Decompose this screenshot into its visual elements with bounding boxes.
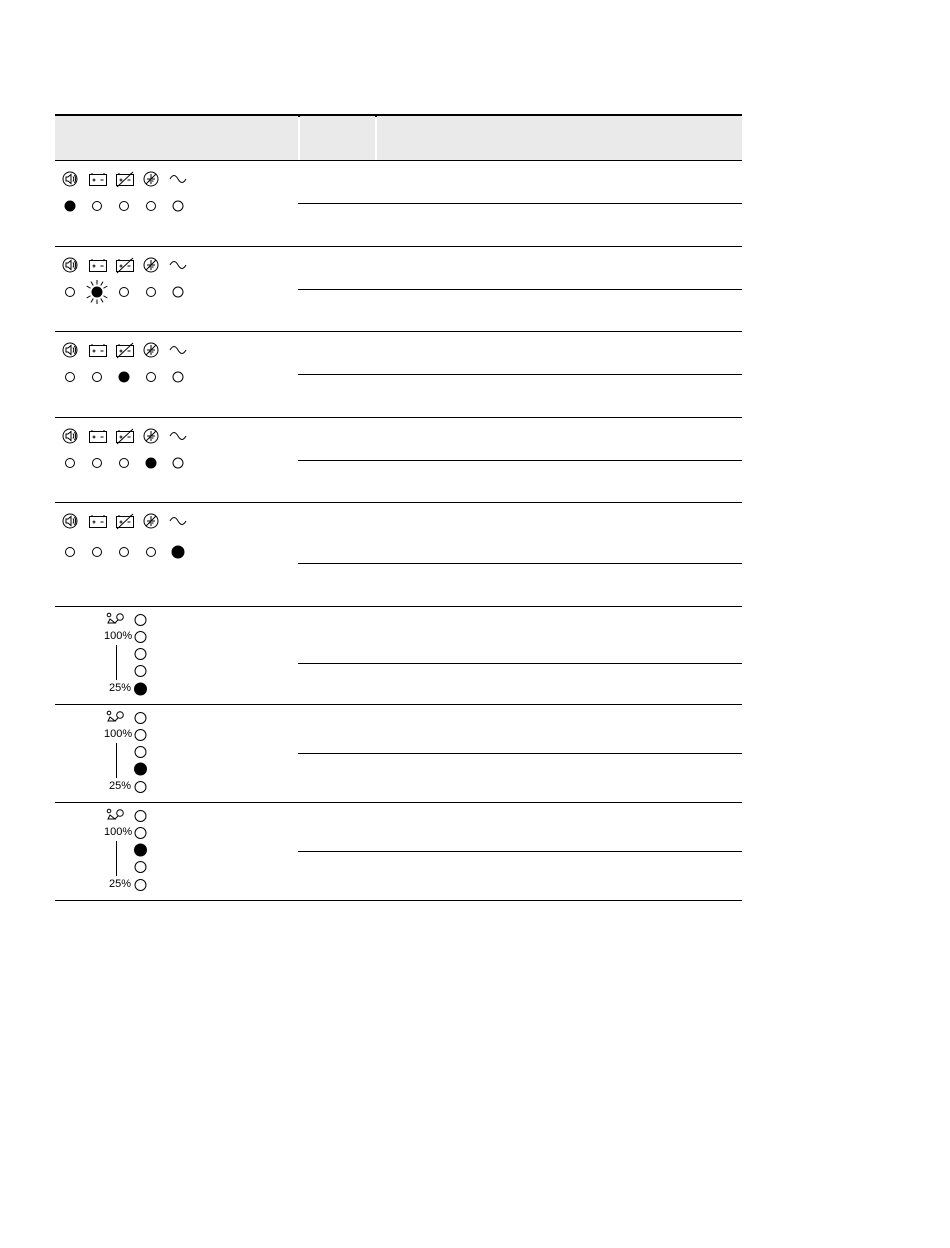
load-level-indicator	[100, 607, 160, 703]
alarm-row	[55, 247, 255, 317]
subrow-rule	[298, 289, 742, 290]
level-led-off	[135, 615, 146, 626]
battery-icon	[90, 344, 107, 357]
ac-wave-icon	[170, 518, 186, 525]
table-bottom-rule	[55, 900, 742, 901]
led-off	[66, 373, 75, 382]
led-on	[172, 546, 184, 558]
level-led-off	[135, 862, 146, 873]
subrow-rule	[298, 851, 742, 852]
led-on	[92, 287, 102, 297]
level-label-25: 25%	[109, 878, 132, 890]
led-off	[173, 372, 183, 382]
battery-fault-icon	[117, 172, 134, 187]
led-off	[173, 201, 183, 211]
led-off	[66, 288, 75, 297]
subrow-rule	[298, 374, 742, 375]
led-on	[119, 372, 129, 382]
led-off	[147, 373, 156, 382]
level-led-off	[135, 828, 146, 839]
led-off	[93, 548, 102, 557]
level-led-off	[135, 632, 146, 643]
battery-fault-icon	[117, 429, 134, 444]
alarm-silence-icon	[63, 343, 77, 357]
led-off	[66, 548, 75, 557]
subrow-rule	[298, 663, 742, 664]
ground-fault-icon	[144, 172, 158, 186]
alarm-silence-icon	[63, 429, 77, 443]
led-off	[66, 459, 75, 468]
battery-icon	[90, 259, 107, 272]
alarm-row	[55, 503, 255, 573]
alarm-silence-icon	[63, 514, 77, 528]
alarm-silence-icon	[63, 172, 77, 186]
subrow-rule	[298, 563, 742, 564]
load-icon	[107, 711, 123, 721]
led-off	[120, 459, 129, 468]
load-level-indicator	[100, 803, 160, 899]
header-cell-description	[377, 116, 742, 160]
led-on	[146, 458, 156, 468]
led-off	[93, 373, 102, 382]
ac-wave-icon	[170, 262, 186, 269]
alarm-row	[55, 332, 255, 402]
subrow-rule	[298, 460, 742, 461]
level-led-on	[135, 683, 147, 695]
level-led-on	[135, 844, 147, 856]
alarm-silence-icon	[63, 258, 77, 272]
led-on	[65, 201, 75, 211]
ground-fault-icon	[144, 343, 158, 357]
led-off	[93, 459, 102, 468]
led-off	[120, 548, 129, 557]
load-icon	[107, 613, 123, 623]
led-off	[93, 202, 102, 211]
led-off	[173, 287, 183, 297]
level-led-on	[135, 763, 147, 775]
level-led-off	[135, 730, 146, 741]
header-cell-status	[300, 116, 375, 160]
ac-wave-icon	[170, 176, 186, 183]
level-label-25: 25%	[109, 780, 132, 792]
level-led-off	[135, 782, 146, 793]
ac-wave-icon	[170, 347, 186, 354]
ground-fault-icon	[144, 514, 158, 528]
subrow-rule	[298, 753, 742, 754]
level-led-off	[135, 747, 146, 758]
battery-fault-icon	[117, 258, 134, 273]
ground-fault-icon	[144, 258, 158, 272]
battery-icon	[90, 515, 107, 528]
level-label-25: 25%	[109, 682, 132, 694]
alarm-row	[55, 418, 255, 488]
level-led-off	[135, 880, 146, 891]
battery-icon	[90, 430, 107, 443]
battery-fault-icon	[117, 343, 134, 358]
led-off	[147, 548, 156, 557]
battery-icon	[90, 173, 107, 186]
table-header	[55, 116, 742, 160]
led-off	[147, 202, 156, 211]
alarm-row	[55, 161, 255, 231]
level-label-100: 100%	[104, 826, 133, 838]
led-off	[120, 288, 129, 297]
battery-fault-icon	[117, 514, 134, 529]
ac-wave-icon	[170, 433, 186, 440]
level-label-100: 100%	[104, 728, 133, 740]
subrow-rule	[298, 203, 742, 204]
led-off	[173, 458, 183, 468]
level-led-off	[135, 713, 146, 724]
led-off	[120, 202, 129, 211]
level-led-off	[135, 811, 146, 822]
level-led-off	[135, 649, 146, 660]
led-off	[147, 288, 156, 297]
ground-fault-icon	[144, 429, 158, 443]
header-cell-indicator	[55, 116, 298, 160]
load-icon	[107, 809, 123, 819]
level-label-100: 100%	[104, 630, 133, 642]
load-level-indicator	[100, 705, 160, 801]
level-led-off	[135, 666, 146, 677]
